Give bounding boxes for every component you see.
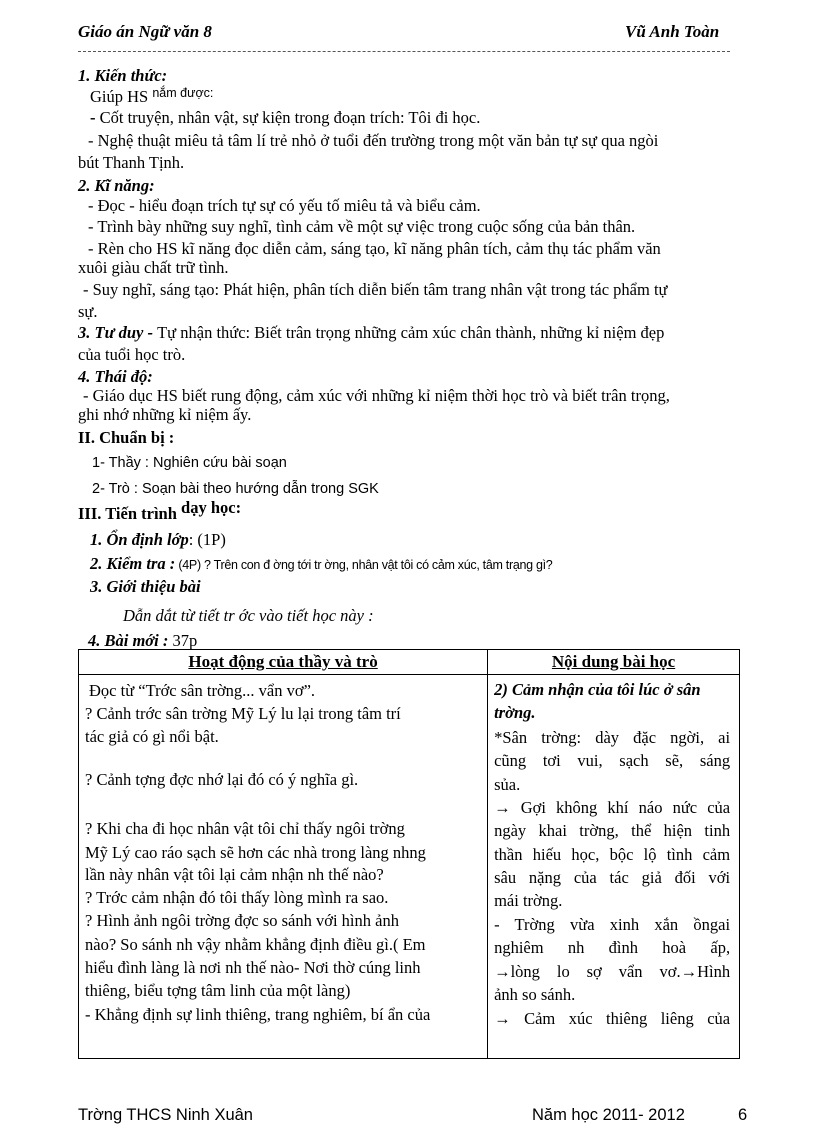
skills-line-1b: hiểu đoạn trích tự sự có yếu tố miêu tả và biểu cảm. xyxy=(138,196,481,215)
activity-line: ? Cảnh trớc sân trờng Mỹ Lý lu lại trong tâm trí xyxy=(85,704,401,723)
knowledge-intro xyxy=(90,87,213,108)
step-4-label: 4. Bài mới : xyxy=(88,631,169,650)
lesson-table-head-right: Nội dung bài học xyxy=(551,652,676,671)
section-skills-title: 2. Kĩ năng: xyxy=(78,176,155,195)
activity-line: lần này nhân vật tôi lại cảm nhận nh thế nào? xyxy=(85,865,384,884)
step-3-label: 3. Giới thiệu bài xyxy=(90,577,201,596)
content-line: → Gợi không khí náo nức của xyxy=(494,798,731,817)
knowledge-bullet-1: - Cốt truyện, nhân vật, sự kiện trong đoạn trích: Tôi đi học. xyxy=(90,108,481,127)
attitude-line-2: ghi nhớ những kỉ niệm ấy. xyxy=(78,405,252,424)
content-line: thần hiếu học, bộc lộ tình cảm xyxy=(494,845,731,864)
header-divider xyxy=(78,51,730,52)
step-2-label: 2. Kiểm tra : xyxy=(90,554,176,573)
lesson-table-header-row xyxy=(79,650,740,675)
step-4 xyxy=(88,631,197,651)
lesson-table-body-row xyxy=(79,675,740,1059)
content-line: nghiêm nh đình hoà ấp, xyxy=(494,938,731,957)
content-line: *Sân trờng: dày đặc ngời, ai xyxy=(494,728,731,747)
content-line: sủa. xyxy=(494,775,521,794)
content-line: 2) Cảm nhận của tôi lúc ở sân xyxy=(494,680,701,699)
content-line: trờng. xyxy=(494,703,536,722)
knowledge-bullet-2-line-1: - Nghệ thuật miêu tả tâm lí trẻ nhỏ ở tuổi đến trường trong một văn bản tự sự qua ngòi xyxy=(88,131,659,150)
skills-line-1a: - Đọc - xyxy=(88,196,139,215)
activity-line: ? Hình ảnh ngôi trờng đợc so sánh với hình ảnh xyxy=(85,911,399,930)
procedure-title xyxy=(78,498,242,524)
content-line: →lòng lo sợ vẩn vơ.→Hình xyxy=(494,962,731,981)
content-line: cũng tơi vui, sạch sẽ, sáng xyxy=(494,751,731,770)
section-attitude-title: 4. Thái độ: xyxy=(78,367,153,386)
section-knowledge-title: 1. Kiến thức: xyxy=(78,66,168,85)
step-1-label: 1. Ổn định lớp xyxy=(90,530,189,549)
skills-line-3a: - Rèn cho HS kĩ năng đọc diễn cảm, sáng tạo, kĩ năng phân tích, cảm thụ tác phẩm văn xyxy=(88,239,661,258)
skills-line-4b: sự. xyxy=(78,302,98,321)
section-thinking-title: 3. Tư duy - xyxy=(78,323,158,342)
activity-line: tác giả có gì nổi bật. xyxy=(85,727,219,746)
knowledge-intro-a: Giúp HS xyxy=(90,87,153,106)
content-line: sâu nặng của tác giả đối với xyxy=(494,868,731,887)
knowledge-bullet-1-text: Cốt truyện, nhân vật, sự kiện trong đoạn trích: Tôi đi học. xyxy=(99,108,481,127)
step-1 xyxy=(90,530,226,550)
content-line: ngày khai trờng, thể hiện tinh xyxy=(494,821,731,840)
preparation-title: II. Chuẩn bị : xyxy=(78,428,175,447)
section-thinking xyxy=(78,323,664,343)
activity-line: ? Khi cha đi học nhân vật tôi chỉ thấy ngôi trờng xyxy=(85,819,405,838)
teacher-student-activities xyxy=(79,675,487,1058)
footer-page-number: 6 xyxy=(738,1106,748,1124)
preparation-teacher: 1- Thầy : Nghiên cứu bài soạn xyxy=(92,455,287,471)
step-1-value: : (1P) xyxy=(188,530,226,549)
thinking-line-2: của tuổi học trò. xyxy=(78,345,186,364)
content-line: → Cảm xúc thiêng liêng của xyxy=(494,1009,731,1028)
lesson-table-head-left: Hoạt động của thầy và trò xyxy=(188,652,378,671)
preparation-student: 2- Trò : Soạn bài theo hướng dẫn trong SGK xyxy=(92,481,379,497)
activity-line: - Khẳng định sự linh thiêng, trang nghiêm, bí ẩn của xyxy=(85,1005,431,1024)
attitude-line-1: - Giáo dục HS biết rung động, cảm xúc với những kỉ niệm thời học trò và biết trân trọng, xyxy=(83,386,670,405)
lesson-table-head-left-cell xyxy=(79,650,488,675)
skills-line-2: - Trình bày những suy nghĩ, tình cảm về một sự việc trong cuộc sống của bản thân. xyxy=(88,217,636,236)
activity-line: nào? So sánh nh vậy nhằm khẳng định điều gì.( Em xyxy=(85,935,426,954)
skills-line-1 xyxy=(88,196,481,216)
header-right: Vũ Anh Toàn xyxy=(625,22,720,41)
thinking-line-1: Tự nhận thức: Biết trân trọng những cảm xúc chân thành, những kỉ niệm đẹp xyxy=(157,323,665,342)
lesson-table-left-cell xyxy=(79,675,488,1059)
procedure-title-b: dạy học: xyxy=(181,498,242,517)
footer-school: Trờng THCS Ninh Xuân xyxy=(78,1106,253,1124)
skills-line-4a: - Suy nghĩ, sáng tạo: Phát hiện, phân tích diễn biến tâm trang nhân vật trong tác phẩm tự xyxy=(83,280,668,299)
skills-line-3b: xuôi giàu chất trữ tình. xyxy=(78,258,229,277)
step-2-value: (4P) ? Trên con đ ờng tới tr ờng, nhân vật tôi có cảm xúc, tâm trạng gì? xyxy=(175,558,553,572)
activity-line: thiêng, biểu tợng tâm linh của một làng) xyxy=(85,981,351,1000)
knowledge-intro-b: nắm được: xyxy=(152,86,214,100)
footer-year: Năm học 2011- 2012 xyxy=(532,1106,685,1124)
content-line: mái trờng. xyxy=(494,891,563,910)
activity-line: hiểu đình làng là nơi nh thế nào- Nơi thờ cúng linh xyxy=(85,958,421,977)
lesson-table-right-cell xyxy=(488,675,740,1059)
lesson-content xyxy=(488,675,739,1058)
lesson-table xyxy=(78,649,740,1059)
step-3-text: Dẫn dắt từ tiết tr ớc vào tiết học này : xyxy=(123,606,374,625)
content-line: - Trờng vừa xinh xắn ồngai xyxy=(494,915,731,934)
header-left: Giáo án Ngữ văn 8 xyxy=(78,22,212,41)
content-line: ảnh so sánh. xyxy=(494,985,576,1004)
step-2 xyxy=(90,554,552,575)
activity-line: ? Cảnh tợng đợc nhớ lại đó có ý nghĩa gì. xyxy=(85,770,359,789)
step-4-value: 37p xyxy=(168,631,198,650)
activity-line: Mỹ Lý cao ráo sạch sẽ hơn các nhà trong làng nhng xyxy=(85,843,426,862)
procedure-title-a: III. Tiến trình xyxy=(78,504,182,523)
activity-line: Đọc từ “Trớc sân trờng... vẩn vơ”. xyxy=(89,681,316,700)
knowledge-bullet-2-line-2: bút Thanh Tịnh. xyxy=(78,153,185,172)
activity-line: ? Trớc cảm nhận đó tôi thấy lòng mình ra sao. xyxy=(85,888,389,907)
lesson-table-head-right-cell xyxy=(488,650,740,675)
